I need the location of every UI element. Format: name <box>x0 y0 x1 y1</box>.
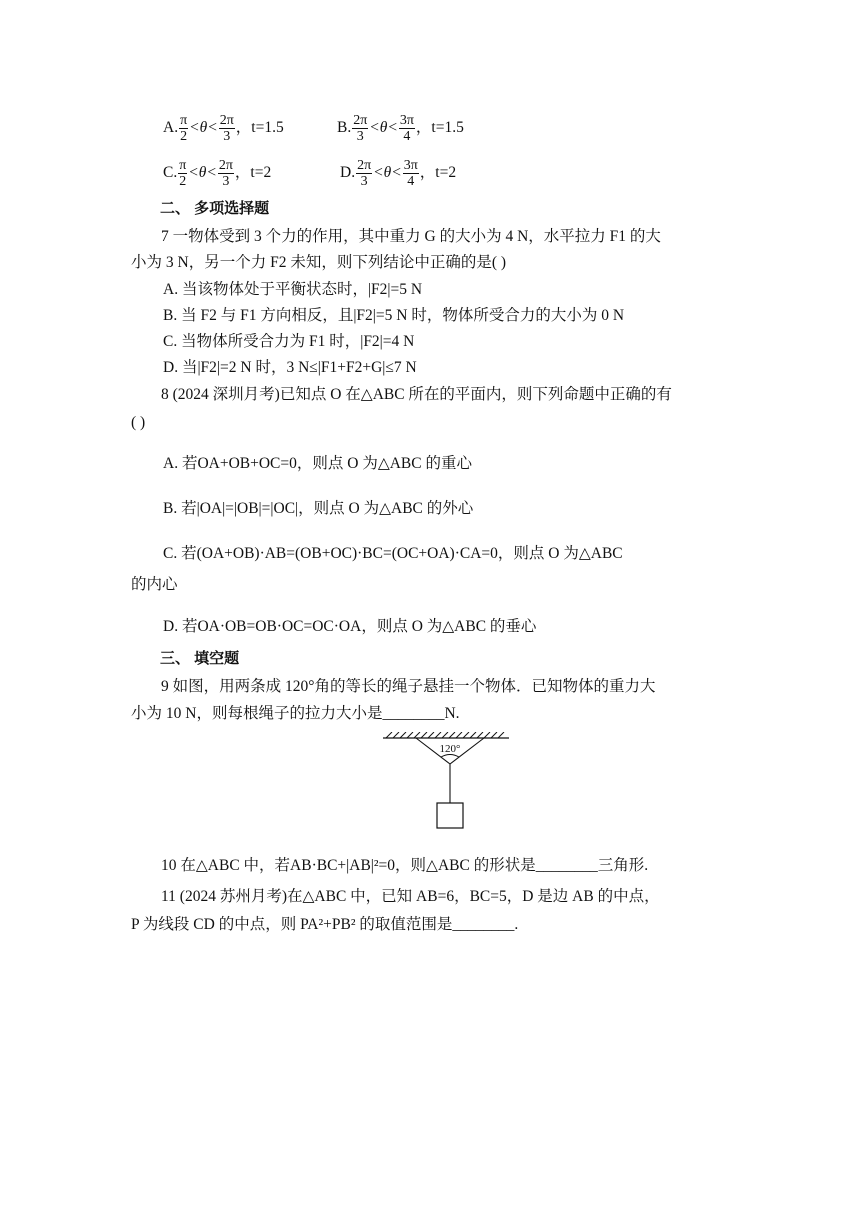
q8-option-c-line1: C. 若(OA+OB)·AB=(OB+OC)·BC=(OC+OA)·CA=0，则点 O 为△ABC <box>163 545 623 562</box>
section-heading-fill-blank: 三、 填空题 <box>160 650 240 667</box>
q8-option-d: D. 若OA·OB=OB·OC=OC·OA，则点 O 为△ABC 的垂心 <box>163 618 537 635</box>
q8-option-c-line2: 的内心 <box>131 576 178 593</box>
q9-stem-line1: 9 如图，用两条成 120°角的等长的绳子悬挂一个物体．已知物体的重力大 <box>161 678 656 695</box>
q10-stem: 10 在△ABC 中，若AB·BC+|AB|²=0，则△ABC 的形状是________三角形. <box>161 857 649 874</box>
angle-label: 120° <box>439 743 461 755</box>
weight-block <box>437 803 463 828</box>
q7-option-a: A. 当该物体处于平衡状态时，|F2|=5 N <box>163 281 423 298</box>
q6-option-c: C. $\frac{\pi}{2}$ <θ< $\frac{2\pi}{3}$ ，t=2 <box>163 158 272 189</box>
q6-option-b: B. $\frac{2\pi}{3}$ <θ< $\frac{3\pi}{4}$ ，t=1.5 <box>337 113 464 144</box>
q7-stem-line1: 7 一物体受到 3 个力的作用，其中重力 G 的大小为 4 N，水平拉力 F1 的大 <box>161 228 661 245</box>
q7-option-c: C. 当物体所受合力为 F1 时，|F2|=4 N <box>163 333 415 350</box>
q9-stem-line2: 小为 10 N，则每根绳子的拉力大小是________N. <box>131 705 460 722</box>
ceiling-hatching <box>386 732 504 738</box>
q8-stem-line1: 8 (2024 深圳月考)已知点 O 在△ABC 所在的平面内，则下列命题中正确的有 <box>161 386 672 403</box>
section-heading-multiple-choice: 二、 多项选择题 <box>160 200 270 217</box>
q7-stem-line2: 小为 3 N，另一个力 F2 未知，则下列结论中正确的是( ) <box>131 254 507 271</box>
q11-stem-line1: 11 (2024 苏州月考)在△ABC 中，已知 AB=6，BC=5，D 是边 AB 的中点， <box>161 888 660 905</box>
q7-option-b: B. 当 F2 与 F1 方向相反，且|F2|=5 N 时，物体所受合力的大小为 0 N <box>163 307 625 324</box>
q8-option-b: B. 若|OA|=|OB|=|OC|，则点 O 为△ABC 的外心 <box>163 500 474 517</box>
q11-stem-line2: P 为线段 CD 的中点，则 PA²+PB² 的取值范围是________. <box>131 916 519 933</box>
q7-option-d: D. 当|F2|=2 N 时，3 N≤|F1+F2+G|≤7 N <box>163 359 417 376</box>
q6-option-a: A. $\frac{\pi}{2}$ <θ< $\frac{2\pi}{3}$ ，t=1.5 <box>163 113 284 144</box>
q8-stem-line2: ( ) <box>131 414 146 431</box>
q6-option-d: D. $\frac{2\pi}{3}$ <θ< $\frac{3\pi}{4}$ ，t=2 <box>340 158 457 189</box>
hanging-weight-diagram <box>380 732 512 832</box>
q8-option-a: A. 若OA+OB+OC=0，则点 O 为△ABC 的重心 <box>163 455 472 472</box>
